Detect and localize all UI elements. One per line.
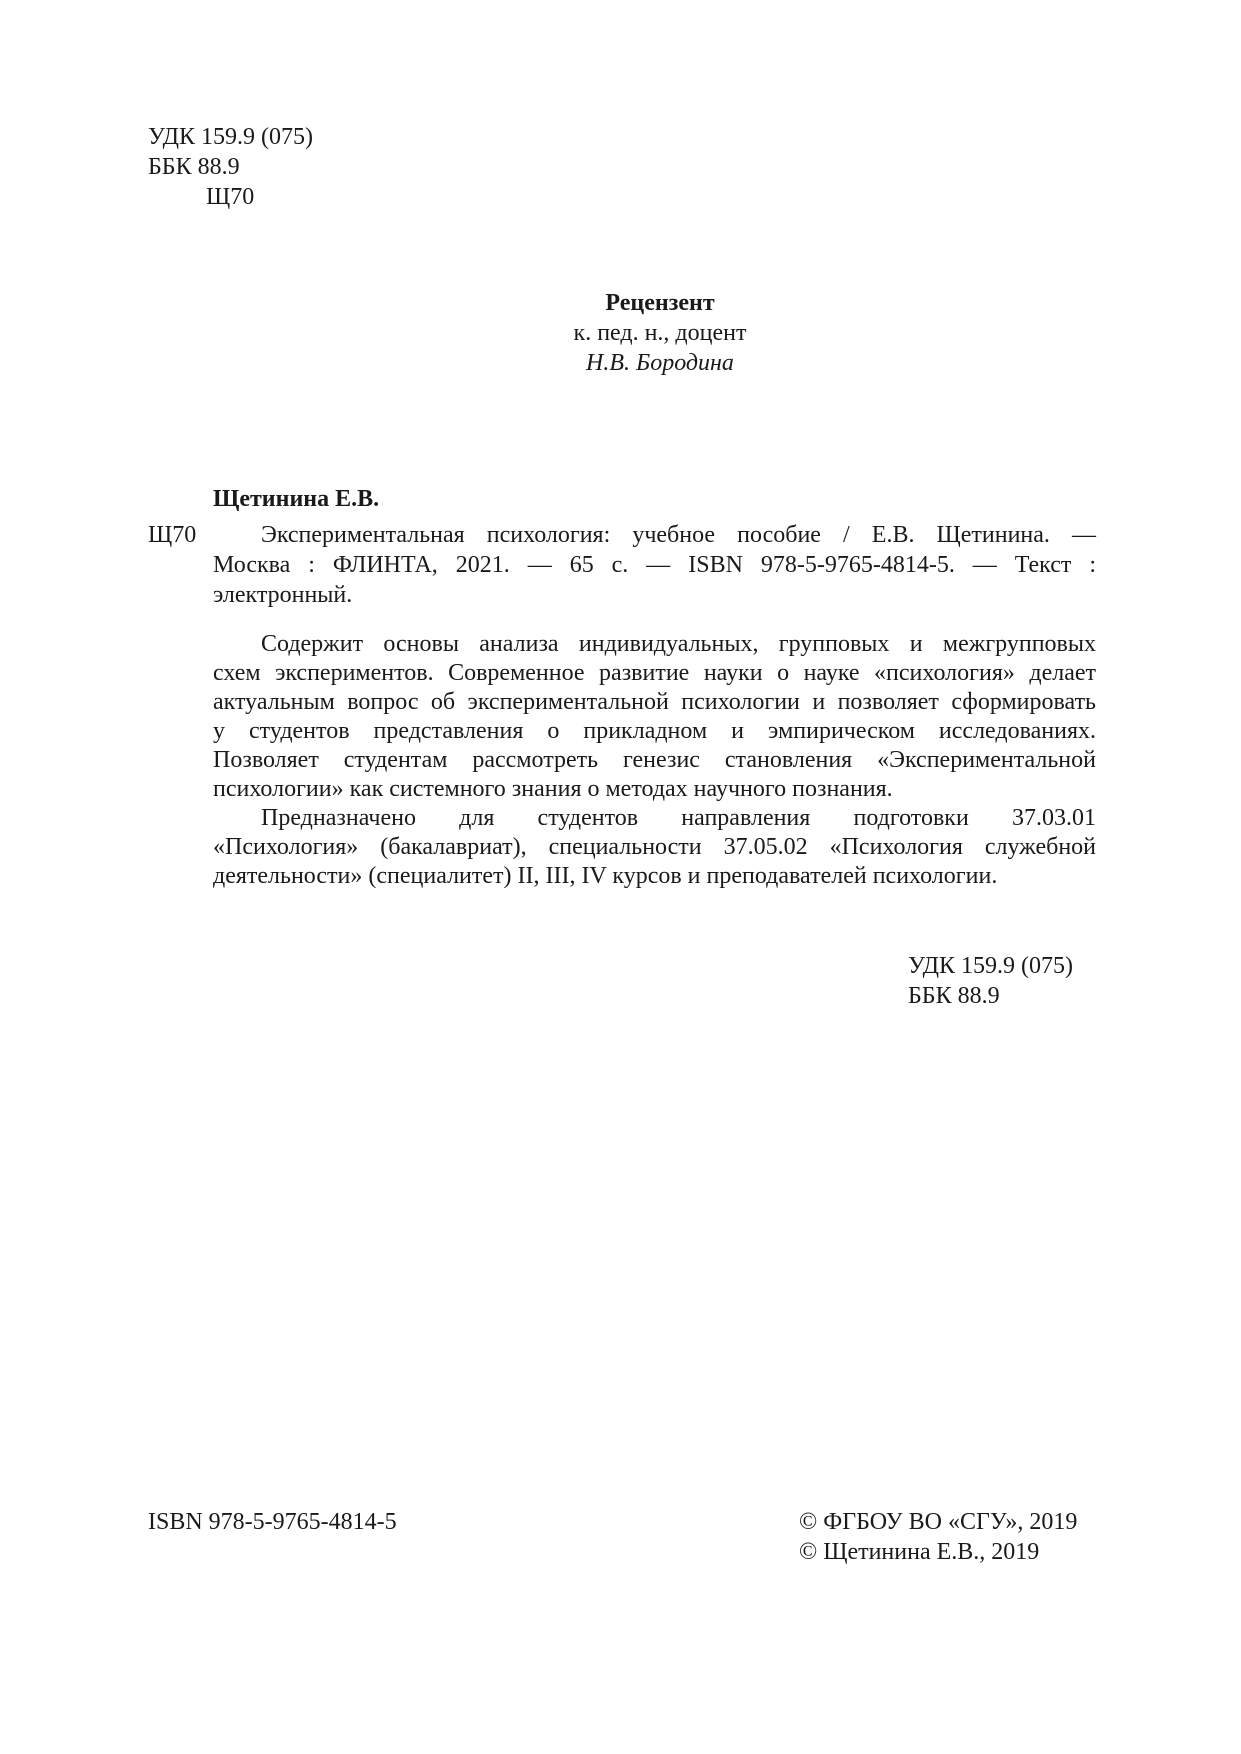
reviewer-heading: Рецензент: [605, 290, 715, 316]
annotation-line: схем экспериментов. Современное развитие науки о науке «психология» делает: [213, 660, 1096, 686]
annotation-line: актуальным вопрос об экспериментальной психологии и позволяет сформировать: [213, 689, 1096, 715]
annotation-line: Содержит основы анализа индивидуальных, групповых и межгрупповых: [261, 631, 1096, 657]
copyright-author: © Щетинина Е.В., 2019: [799, 1539, 1040, 1565]
bibliography-line: Экспериментальная психология: учебное пособие / Е.В. Щетинина. —: [261, 522, 1096, 548]
annotation-line: Позволяет студентам рассмотреть генезис становления «Экспериментальной: [213, 747, 1096, 773]
bibliography-line: электронный.: [213, 582, 353, 608]
annotation-line: Предназначено для студентов направления подготовки 37.03.01: [261, 805, 1096, 831]
annotation-line: «Психология» (бакалавриат), специальности 37.05.02 «Психология служебной: [213, 834, 1096, 860]
annotation-line: у студентов представления о прикладном и эмпирическом исследованиях.: [213, 718, 1096, 744]
udk-code: УДК 159.9 (075): [908, 953, 1073, 979]
bibliography-cipher: Щ70: [148, 522, 197, 548]
author-cipher: Щ70: [206, 184, 255, 210]
reviewer-name: Н.В. Бородина: [586, 350, 734, 376]
annotation-line: психологии» как системного знания о методах научного познания.: [213, 776, 893, 802]
udk-code: УДК 159.9 (075): [148, 124, 313, 150]
reviewer-block: [440, 288, 880, 378]
bbk-code: ББК 88.9: [148, 154, 240, 180]
classification-bottom: [908, 951, 1073, 1011]
bibliography-author: Щетинина Е.В.: [213, 486, 380, 512]
copyright-block: [799, 1507, 1077, 1567]
classification-top: [148, 122, 313, 212]
copyright-organization: © ФГБОУ ВО «СГУ», 2019: [799, 1509, 1078, 1535]
bbk-code: ББК 88.9: [908, 983, 1000, 1009]
bibliography-line: Москва : ФЛИНТА, 2021. — 65 с. — ISBN 978-5-9765-4814-5. — Текст :: [213, 552, 1096, 578]
annotation-line: деятельности» (специалитет) II, III, IV курсов и преподавателей психологии.: [213, 863, 998, 889]
isbn-footer: ISBN 978-5-9765-4814-5: [148, 1509, 397, 1535]
reviewer-degree: к. пед. н., доцент: [573, 320, 747, 346]
